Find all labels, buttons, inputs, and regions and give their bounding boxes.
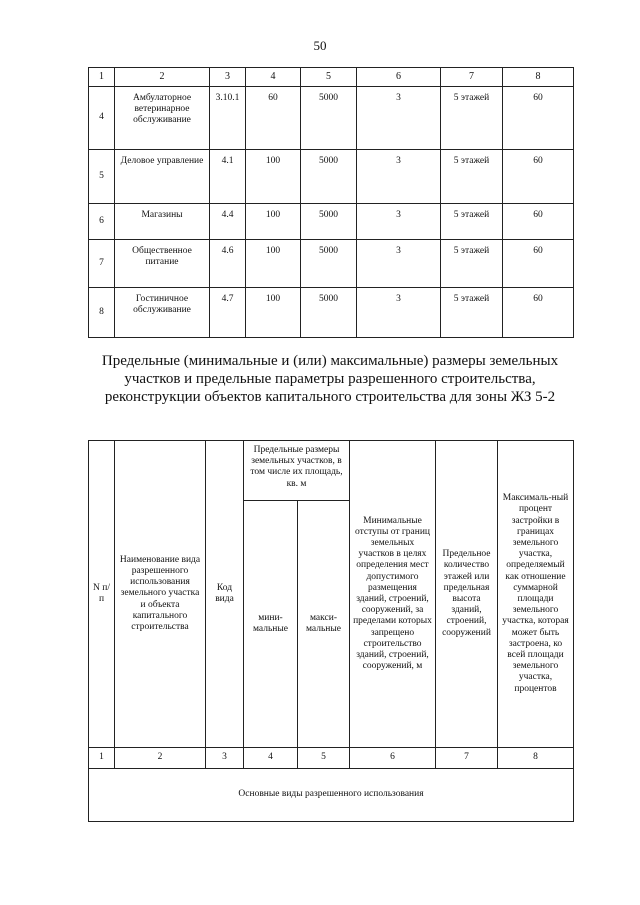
use-code: 4.1 [210,150,246,204]
min-setback: 3 [357,288,441,338]
column-number: 8 [503,68,574,87]
header-use-name: Наименование вида разрешенного использования земельного участка и объекта капитального строительства [115,441,206,748]
use-code: 4.7 [210,288,246,338]
column-number: 5 [301,68,357,87]
max-area: 5000 [301,204,357,240]
max-area: 5000 [301,87,357,150]
min-setback: 3 [357,87,441,150]
min-area: 100 [246,240,301,288]
max-area: 5000 [301,150,357,204]
max-coverage: 60 [503,87,574,150]
column-number: 8 [498,748,574,769]
use-name: Магазины [115,204,210,240]
header-row-number: N п/п [89,441,115,748]
column-number: 1 [89,68,115,87]
use-name: Гостиничное обслуживание [115,288,210,338]
column-number: 3 [210,68,246,87]
use-code: 4.6 [210,240,246,288]
min-setback: 3 [357,204,441,240]
column-number: 2 [115,748,206,769]
page-number: 50 [313,38,327,53]
column-number: 7 [436,748,498,769]
use-name: Общественное питание [115,240,210,288]
max-coverage: 60 [503,150,574,204]
column-number: 4 [246,68,301,87]
header-use-code: Код вида [206,441,244,748]
column-number: 5 [298,748,350,769]
use-code: 3.10.1 [210,87,246,150]
max-coverage: 60 [503,288,574,338]
min-area: 100 [246,204,301,240]
header-area-limits: Предельные размеры земельных участков, в том числе их площадь, кв. м [244,441,350,501]
column-number: 6 [350,748,436,769]
section-title: Предельные (минимальные и (или) максимальные) размеры земельных участков и предельные параметры разрешенного строительства, реконструкции объектов капитального строительства для зоны ЖЗ 5-2 [101,353,559,405]
use-name: Деловое управление [115,150,210,204]
header-max-area: макси-мальные [298,501,350,748]
use-name: Амбулаторное ветеринарное обслуживание [115,87,210,150]
row-number: 7 [89,240,115,288]
max-floors: 5 этажей [441,204,503,240]
max-area: 5000 [301,288,357,338]
column-number: 1 [89,748,115,769]
max-floors: 5 этажей [441,240,503,288]
max-area: 5000 [301,240,357,288]
min-area: 60 [246,87,301,150]
table-header-row [89,441,574,501]
table-row [89,150,574,204]
row-number: 8 [89,288,115,338]
min-setback: 3 [357,240,441,288]
column-number: 4 [244,748,298,769]
zone-parameters-table [88,440,574,822]
column-numbers-row [89,748,574,769]
min-area: 100 [246,150,301,204]
table-row [89,204,574,240]
max-coverage: 60 [503,240,574,288]
header-max-floors: Предельное количество этажей или предельная высота зданий, строений, сооружений [436,441,498,748]
column-number: 2 [115,68,210,87]
table-row [89,288,574,338]
use-code: 4.4 [210,204,246,240]
table-row [89,240,574,288]
header-min-area: мини-мальные [244,501,298,748]
header-min-setback: Минимальные отступы от границ земельных участков в целях определения мест допустимого размещения зданий, строений, сооружений, за пределами которых запрещено строительство зданий, строений, сооружений, м [350,441,436,748]
row-number: 4 [89,87,115,150]
min-setback: 3 [357,150,441,204]
table-header-row [89,68,574,87]
row-number: 6 [89,204,115,240]
permitted-use-table-continued [88,67,574,338]
min-area: 100 [246,288,301,338]
column-number: 7 [441,68,503,87]
row-number: 5 [89,150,115,204]
table-row [89,769,574,822]
max-floors: 5 этажей [441,87,503,150]
header-max-coverage: Максималь-ный процент застройки в границах земельного участка, определяемый как отношение суммарной площади земельного участка, которая может быть застроена, ко всей площади земельного участка, процентов [498,441,574,748]
column-number: 3 [206,748,244,769]
table-row [89,87,574,150]
max-floors: 5 этажей [441,150,503,204]
max-coverage: 60 [503,204,574,240]
basic-uses-label: Основные виды разрешенного использования [89,769,574,822]
max-floors: 5 этажей [441,288,503,338]
column-number: 6 [357,68,441,87]
